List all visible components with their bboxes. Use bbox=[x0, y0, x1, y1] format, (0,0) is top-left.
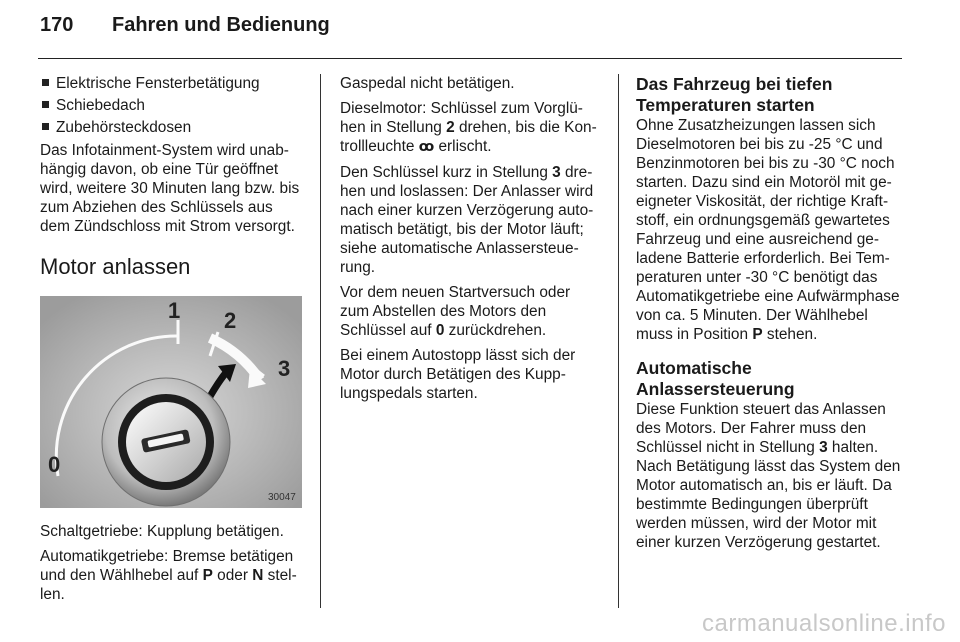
column-left bbox=[40, 74, 302, 610]
page-number: 170 bbox=[40, 14, 74, 36]
position-label-2: 2 bbox=[224, 308, 237, 333]
list-item: Elektrische Fensterbetätigung bbox=[40, 74, 302, 93]
auto-start-paragraph: Diese Funktion steuert das Anlassen des Motors. Der Fahrer muss den Schlüssel nicht in Stellung 3 halten. Nach Betätigung lässt das System den Motor automatisch an, bis er läuft. Da bestimmte Bedingungen überprüft werden müssen, wird der Motor mit einer kurzen Verzögerung gestartet. bbox=[636, 401, 901, 551]
position-label-1: 1 bbox=[168, 298, 181, 323]
position-label-0: 0 bbox=[48, 452, 61, 477]
list-item: Zubehörsteckdosen bbox=[40, 118, 302, 137]
glow-plug-icon: ꝏ bbox=[418, 139, 435, 155]
infotainment-paragraph: Das Infotainment-System wird unabhängig davon, ob eine Tür geöffnet wird, weitere 30 Minuten lang bzw. bis zum Abziehen des Schlüssels aus dem Zündschloss mit Strom versorgt. bbox=[40, 142, 300, 235]
auto-start-heading: Automatische Anlassersteuerung bbox=[636, 358, 795, 399]
column-divider bbox=[618, 74, 619, 608]
bullet-square-icon bbox=[42, 79, 49, 86]
feature-list bbox=[40, 74, 302, 137]
page-title: Fahren und Bedienung bbox=[112, 14, 330, 36]
automatic-gearbox-paragraph: Automatikgetriebe: Bremse betätigen und den Wählhebel auf P oder N stellen. bbox=[40, 548, 297, 603]
ignition-switch-illustration bbox=[40, 296, 302, 508]
section-title: Motor anlassen bbox=[40, 254, 191, 279]
autostop-paragraph: Bei einem Autostopp lässt sich der Motor durch Betätigen des Kupplungspedals starten. bbox=[340, 347, 576, 402]
cold-start-paragraph: Ohne Zusatzheizungen lassen sich Dieselmotoren bei bis zu -25 °C und Benzinmotoren bei bis zu -30 °C noch starten. Dazu sind ein Motoröl mit geeigneter Viskosität, der richtige Kraftstoff, ein ordnungsgemäß gewartetes Fahrzeug und eine ausreichend geladene Batterie erforderlich. Bei Temperaturen unter -30 °C benötigt das Automatikgetriebe eine Aufwärmphase von ca. 5 Minuten. Der Wählhebel muss in Position P stehen. bbox=[636, 117, 900, 343]
bullet-square-icon bbox=[42, 123, 49, 130]
column-divider bbox=[320, 74, 321, 608]
accelerator-paragraph: Gaspedal nicht betätigen. bbox=[340, 75, 515, 92]
bullet-square-icon bbox=[42, 101, 49, 108]
figure-code: 30047 bbox=[268, 492, 296, 503]
header-divider bbox=[38, 58, 902, 59]
list-item: Schiebedach bbox=[40, 96, 302, 115]
watermark: carmanualsonline.info bbox=[702, 610, 946, 637]
ignition-switch-figure bbox=[40, 296, 302, 508]
start-paragraph: Den Schlüssel kurz in Stellung 3 drehen und loslassen: Der Anlasser wird nach einer kurzen Verzögerung automatisch betätigt, bis der Motor läuft; siehe automatische Anlassersteuerung. bbox=[340, 164, 594, 276]
diesel-preheat-paragraph: Dieselmotor: Schlüssel zum Vorglühen in Stellung 2 drehen, bis die Kontrollleuchte ꝏ erlischt. bbox=[340, 100, 597, 155]
cold-start-heading: Das Fahrzeug bei tiefen Temperaturen starten bbox=[636, 74, 833, 115]
manual-gearbox-paragraph: Schaltgetriebe: Kupplung betätigen. bbox=[40, 523, 284, 540]
column-middle bbox=[340, 74, 602, 409]
position-label-3: 3 bbox=[278, 356, 291, 381]
page-header bbox=[40, 14, 330, 37]
restart-paragraph: Vor dem neuen Startversuch oder zum Abstellen des Motors den Schlüssel auf 0 zurückdrehen. bbox=[340, 284, 571, 339]
column-right bbox=[636, 74, 902, 558]
